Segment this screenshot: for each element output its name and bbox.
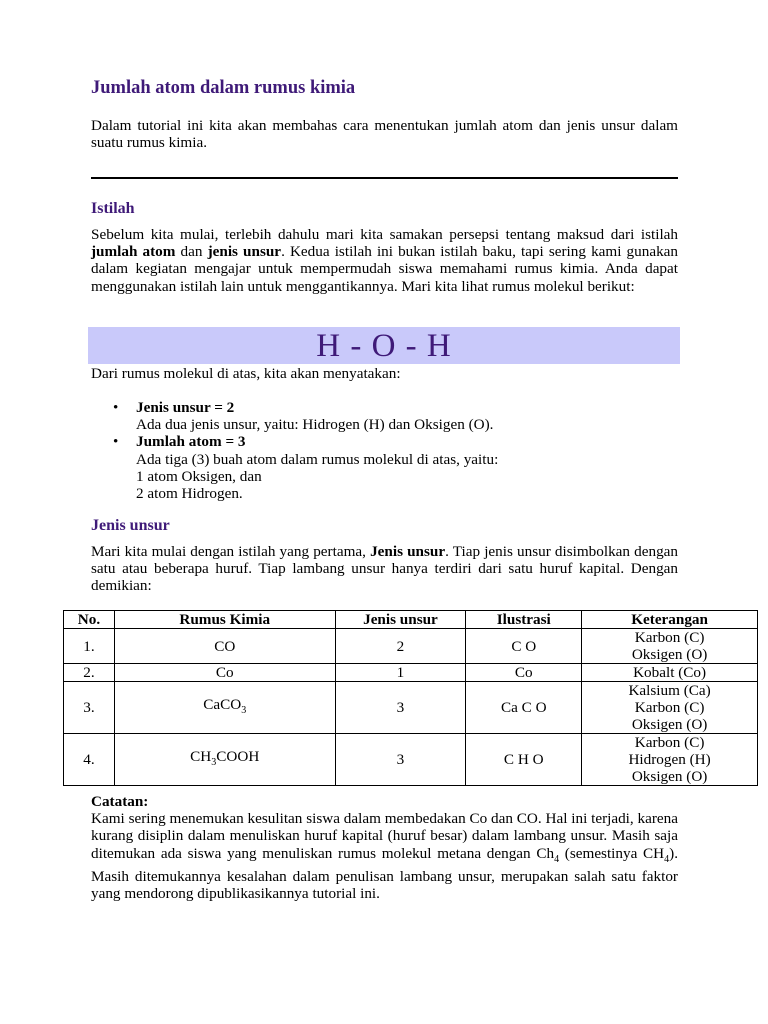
catatan-label: Catatan: — [91, 793, 149, 810]
section-divider — [91, 177, 678, 179]
bullet-icon: • — [113, 433, 119, 451]
molecular-formula-banner: H - O - H — [88, 327, 680, 364]
term-jumlah-atom: jumlah atom — [91, 243, 176, 261]
col-header: Rumus Kimia — [114, 611, 335, 629]
table-header-row — [64, 611, 758, 629]
elements-table — [63, 610, 758, 786]
jenis-unsur-paragraph: Mari kita mulai dengan istilah yang pertama, Jenis unsur. Tiap jenis unsur disimbolkan dengan satu atau beberapa huruf. Tiap lambang unsur hanya terdiri dari satu huruf kapital. Dengan demikian: — [91, 543, 679, 595]
heading-istilah: Istilah — [91, 200, 135, 217]
bullet-list — [91, 399, 678, 502]
list-item: • Jenis unsur = 2 Ada dua jenis unsur, yaitu: Hidrogen (H) dan Oksigen (O). — [113, 399, 494, 434]
col-header: No. — [64, 611, 115, 629]
catatan-section: Catatan: Kami sering menemukan kesulitan siswa dalam membedakan Co dan CO. Hal ini terjadi, karena kurang disiplin dalam menuliskan huruf kapital (huruf besar) dalam lambang unsur. Masih saja ditemukan ada siswa yang menuliskan rumus molekul metana dengan $Ch_4$ (semestinya $CH_4$). Masih ditemukannya kesalahan dalam penulisan lambang unsur, merupakan salah satu faktor yang mendorong dipublikasikannya tutorial ini. — [91, 793, 679, 903]
table-row: 1. CO 2 C O Karbon (C) Oksigen (O) — [64, 629, 758, 664]
intro-paragraph: Dalam tutorial ini kita akan membahas cara menentukan jumlah atom dan jenis unsur dalam suatu rumus kimia. — [91, 117, 678, 152]
heading-jenis-unsur: Jenis unsur — [91, 517, 170, 534]
col-header: Ilustrasi — [466, 611, 582, 629]
bullet-icon: • — [113, 399, 119, 416]
table-row: 4. $CH_3COOH$ 3 C H O Karbon (C) Hidrogen (H) Oksigen (O) — [64, 734, 758, 786]
page-title: Jumlah atom dalam rumus kimia — [91, 78, 356, 98]
term-jenis-unsur: jenis unsur — [207, 243, 282, 261]
col-header: Jenis unsur — [335, 611, 466, 629]
table-row: 3. CaCO$_3$ 3 Ca C O Kalsium (Ca) Karbon (C) Oksigen (O) — [64, 682, 758, 734]
table-row: 2. Co 1 Co Kobalt (Co) — [64, 664, 758, 682]
col-header: Keterangan — [582, 611, 758, 629]
formula-statement: Dari rumus molekul di atas, kita akan menyatakan: — [91, 365, 401, 382]
istilah-paragraph: Sebelum kita mulai, terlebih dahulu mari kita samakan persepsi tentang maksud dari istilah jumlah atom dan jenis unsur. Kedua istilah ini bukan istilah baku, tapi sering kami gunakan dalam kegiatan mengajar untuk mempermudah siswa memahami rumus kimia. Anda dapat menggunakan istilah lain untuk menggantikannya. Mari kita lihat rumus molekul berikut: — [91, 226, 679, 295]
term-jenis-unsur-2: Jenis unsur — [370, 543, 446, 560]
list-item: • Jumlah atom = 3 Ada tiga (3) buah atom dalam rumus molekul di atas, yaitu: 1 atom Oksigen, dan 2 atom Hidrogen. — [113, 433, 499, 503]
